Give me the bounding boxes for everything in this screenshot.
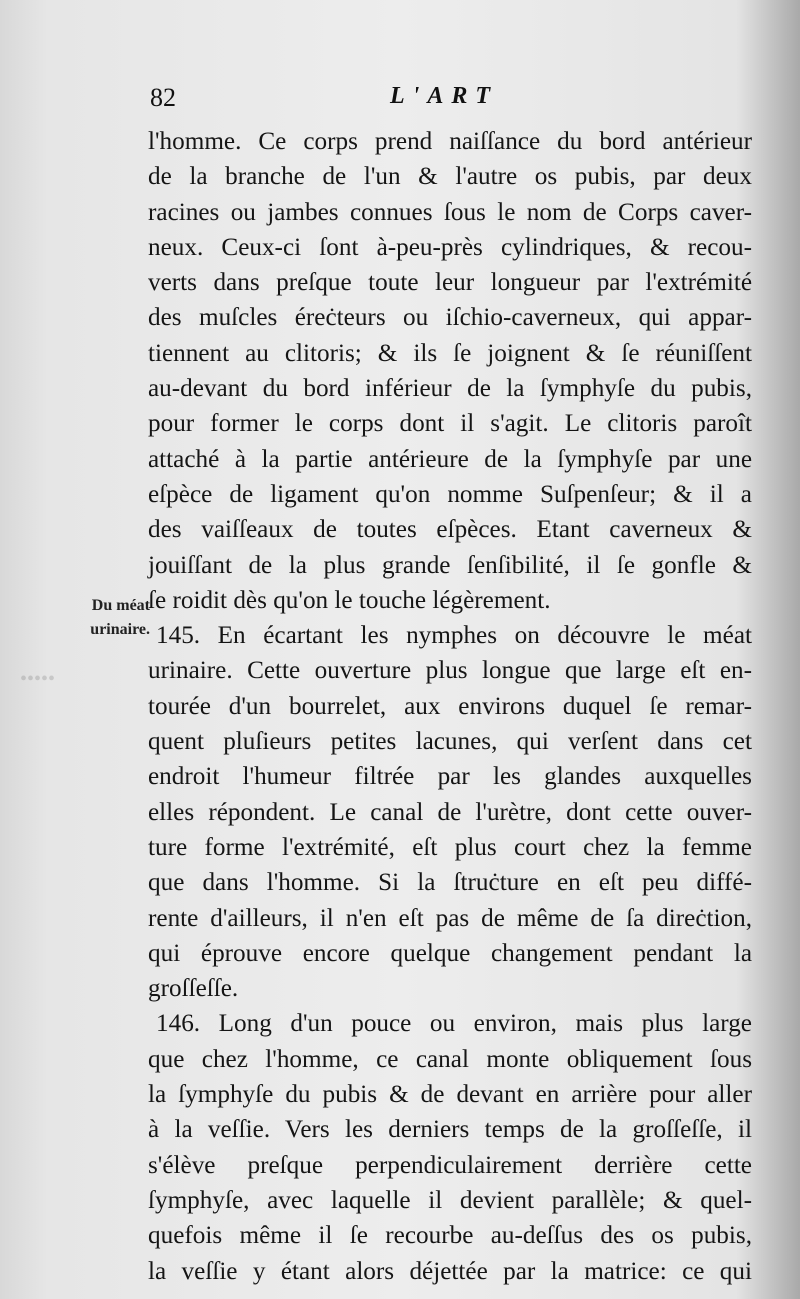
- text-line: ſe roidit dès qu'on le touche légèrement.: [148, 586, 551, 614]
- text-line: de la branche de l'un & l'autre os pubis, par deux: [148, 163, 752, 191]
- margin-note-line: Du méat: [91, 597, 150, 614]
- text-line: rente d'ailleurs, il n'en eſt pas de même de ſa direċtion,: [148, 904, 752, 932]
- text-line: au-devant du bord inférieur de la ſymphyſe du pubis,: [148, 375, 752, 403]
- text-line: la veſſie y étant alors déjettée par la matrice: ce qui: [148, 1257, 752, 1285]
- margin-note-line: urinaire.: [90, 621, 150, 638]
- text-line: à la veſſie. Vers les derniers temps de la groſſeſſe, il: [148, 1116, 752, 1144]
- page-number: 82: [150, 83, 176, 112]
- text-line: que chez l'homme, ce canal monte obliquement ſous: [148, 1045, 752, 1073]
- text-line: que dans l'homme. Si la ſtruċture en eſt peu diffé-: [148, 869, 752, 897]
- text-line: endroit l'humeur filtrée par les glandes auxquelles: [148, 763, 752, 791]
- text-line: l'homme. Ce corps prend naiſſance du bord antérieur: [148, 128, 752, 155]
- text-line: verts dans preſque toute leur longueur par l'extrémité: [148, 269, 752, 297]
- text-line: racines ou jambes connues ſous le nom de Corps caver-: [148, 198, 752, 226]
- text-line: ture forme l'extrémité, eſt plus court chez la femme: [148, 833, 752, 861]
- text-line: attaché à la partie antérieure de la ſymphyſe par une: [148, 445, 752, 473]
- text-line: quent pluſieurs petites lacunes, qui verſent dans cet: [148, 728, 752, 756]
- text-line: tourée d'un bourrelet, aux environs duquel ſe remar-: [148, 692, 752, 720]
- text-line: quefois même il ſe recourbe au-deſſus des os pubis,: [148, 1222, 752, 1250]
- text-line: urinaire. Cette ouverture plus longue que large eſt en-: [148, 657, 752, 685]
- text-line: des vaiſſeaux de toutes eſpèces. Etant caverneux &: [148, 516, 752, 544]
- running-title: L'ART: [390, 83, 499, 109]
- text-line: qui éprouve encore quelque changement pendant la: [148, 939, 752, 967]
- text-line: 145. En écartant les nymphes on découvre le méat: [156, 622, 752, 650]
- body-text: [148, 124, 752, 1289]
- text-line: 146. Long d'un pouce ou environ, mais plus large: [156, 1010, 752, 1038]
- text-line: s'élève preſque perpendiculairement derrière cette: [148, 1151, 752, 1179]
- text-line: pour former le corps dont il s'agit. Le clitoris paroît: [148, 410, 752, 438]
- text-line: ſymphyſe, avec laquelle il devient parallèle; & quel-: [148, 1186, 752, 1214]
- text-line: neux. Ceux-ci ſont à-peu-près cylindriques, & recou-: [148, 233, 752, 261]
- text-line: tiennent au clitoris; & ils ſe joignent & ſe réuniſſent: [148, 339, 752, 367]
- text-line: la ſymphyſe du pubis & de devant en arrière pour aller: [148, 1081, 752, 1109]
- text-line: jouiſſant de la plus grande ſenſibilité, il ſe gonfle &: [148, 551, 752, 579]
- page-header: [150, 83, 750, 117]
- show-through-mark: •••••: [20, 668, 56, 690]
- text-line: groſſeſſe.: [148, 975, 239, 1003]
- text-line: elles répondent. Le canal de l'urètre, dont cette ouver-: [148, 798, 752, 826]
- text-line: des muſcles éreċteurs ou iſchio-caverneux, qui appar-: [148, 304, 752, 332]
- text-line: eſpèce de ligament qu'on nomme Suſpenſeur; & il a: [148, 480, 752, 508]
- margin-note: [58, 594, 150, 642]
